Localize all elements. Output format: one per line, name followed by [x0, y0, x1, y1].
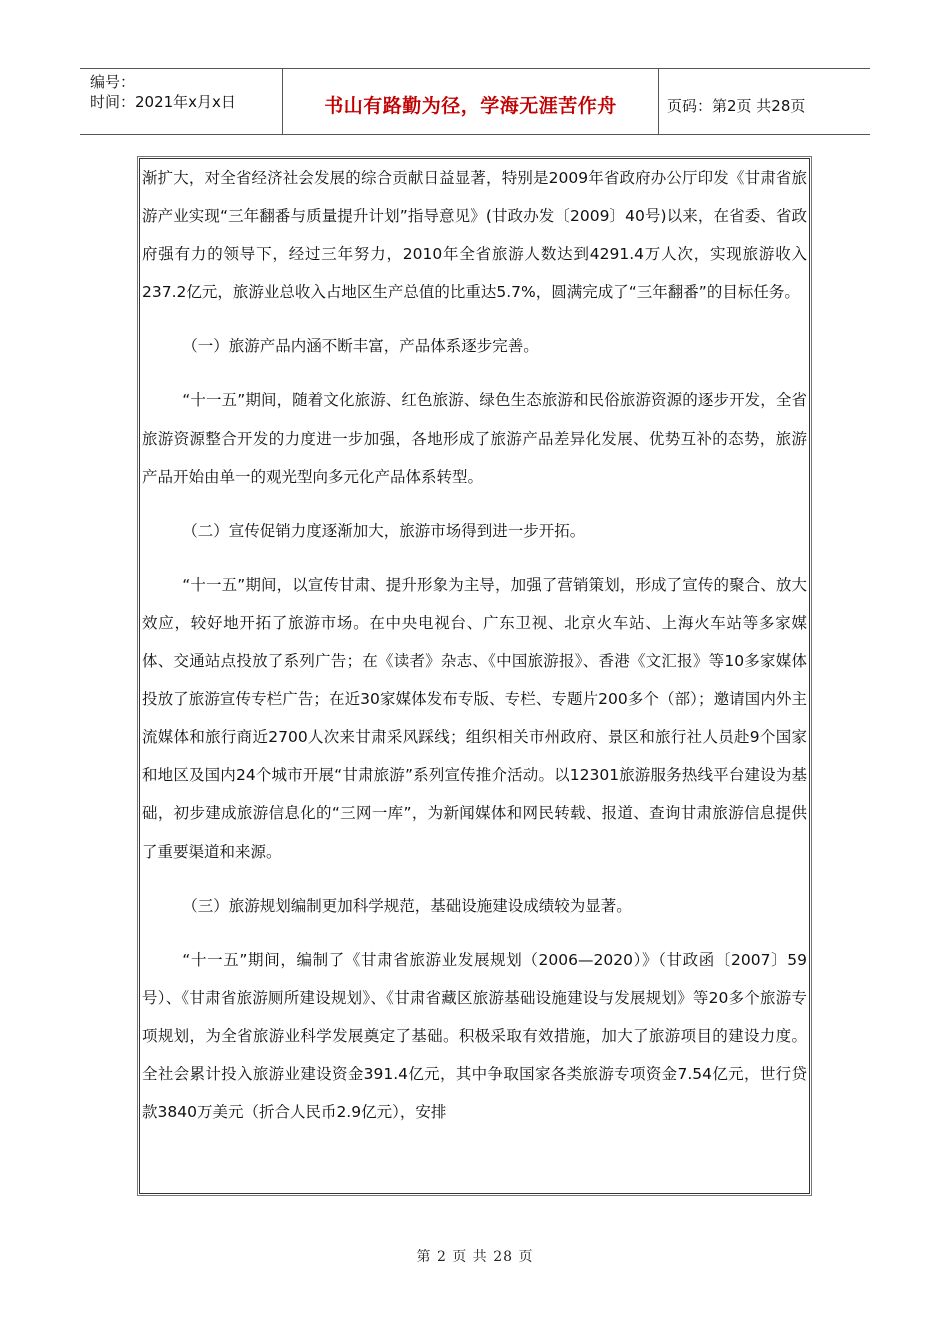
body-frame [139, 158, 810, 1194]
document-header [80, 68, 870, 135]
section-heading-2: （二）宣传促销力度逐渐加大，旅游市场得到进一步开拓。 [182, 521, 586, 540]
header-meta-cell [80, 69, 283, 134]
paragraph-marketing: “十一五”期间，以宣传甘肃、提升形象为主导，加强了营销策划，形成了宣传的聚合、放大效应，较好地开拓了旅游市场。在中央电视台、广东卫视、北京火车站、上海火车站等多家媒体、交通站点投放了系列广告；在《读者》杂志、《中国旅游报》、香港《文汇报》等10多家媒体投放了旅游宣传专栏广告；在近30家媒体发布专版、专栏、专题片200多个（部）；邀请国内外主流媒体和旅行商近2700人次来甘肃采风踩线；组织相关市州政府、景区和旅行社人员赴9个国家和地区及国内24个城市开展“甘肃旅游”系列宣传推介活动。以12301旅游服务热线平台建设为基础，初步建成旅游信息化的“三网一库”，为新闻媒体和网民转载、报道、查询甘肃旅游信息提供了重要渠道和来源。 [142, 575, 807, 861]
body-content [142, 159, 807, 1131]
paragraph-continuation: 渐扩大，对全省经济社会发展的综合贡献日益显著，特别是2009年省政府办公厅印发《甘肃省旅游产业实现“三年翻番与质量提升计划”指导意见》(甘政办发〔2009〕40号)以来，在省委、省政府强有力的领导下，经过三年努力，2010年全省旅游人数达到4291.4万人次，实现旅游收入237.2亿元，旅游业总收入占地区生产总值的比重达5.7%，圆满完成了“三年翻番”的目标任务。 [142, 169, 807, 302]
paragraph-products: “十一五”期间，随着文化旅游、红色旅游、绿色生态旅游和民俗旅游资源的逐步开发，全省旅游资源整合开发的力度进一步加强，各地形成了旅游产品差异化发展、优势互补的态势，旅游产品开始由单一的观光型向多元化产品体系转型。 [142, 391, 807, 486]
header-motto: 书山有路勤为径，学海无涯苦作舟 [324, 95, 617, 117]
paragraph-planning: “十一五”期间，编制了《甘肃省旅游业发展规划（2006—2020）》（甘政函〔2007〕59号）、《甘肃省旅游厕所建设规划》、《甘肃省藏区旅游基础设施建设与发展规划》等20多个旅游专项规划，为全省旅游业科学发展奠定了基础。积极采取有效措施，加大了旅游项目的建设力度。全社会累计投入旅游业建设资金391.4亿元，其中争取国家各类旅游专项资金7.54亿元，世行贷款3840万美元（折合人民币2.9亿元），安排 [142, 950, 807, 1122]
page-footer: 第 2 页 共 28 页 [416, 1249, 534, 1265]
date-label: 时间：2021年x月x日 [90, 93, 236, 111]
header-motto-cell [283, 69, 659, 134]
number-label: 编号： [90, 73, 136, 91]
header-page-label: 页码：第2页 共28页 [667, 97, 806, 115]
header-page-cell [659, 69, 870, 134]
section-heading-3: （三）旅游规划编制更加科学规范，基础设施建设成绩较为显著。 [182, 896, 632, 915]
section-heading-1: （一）旅游产品内涵不断丰富，产品体系逐步完善。 [182, 337, 539, 356]
